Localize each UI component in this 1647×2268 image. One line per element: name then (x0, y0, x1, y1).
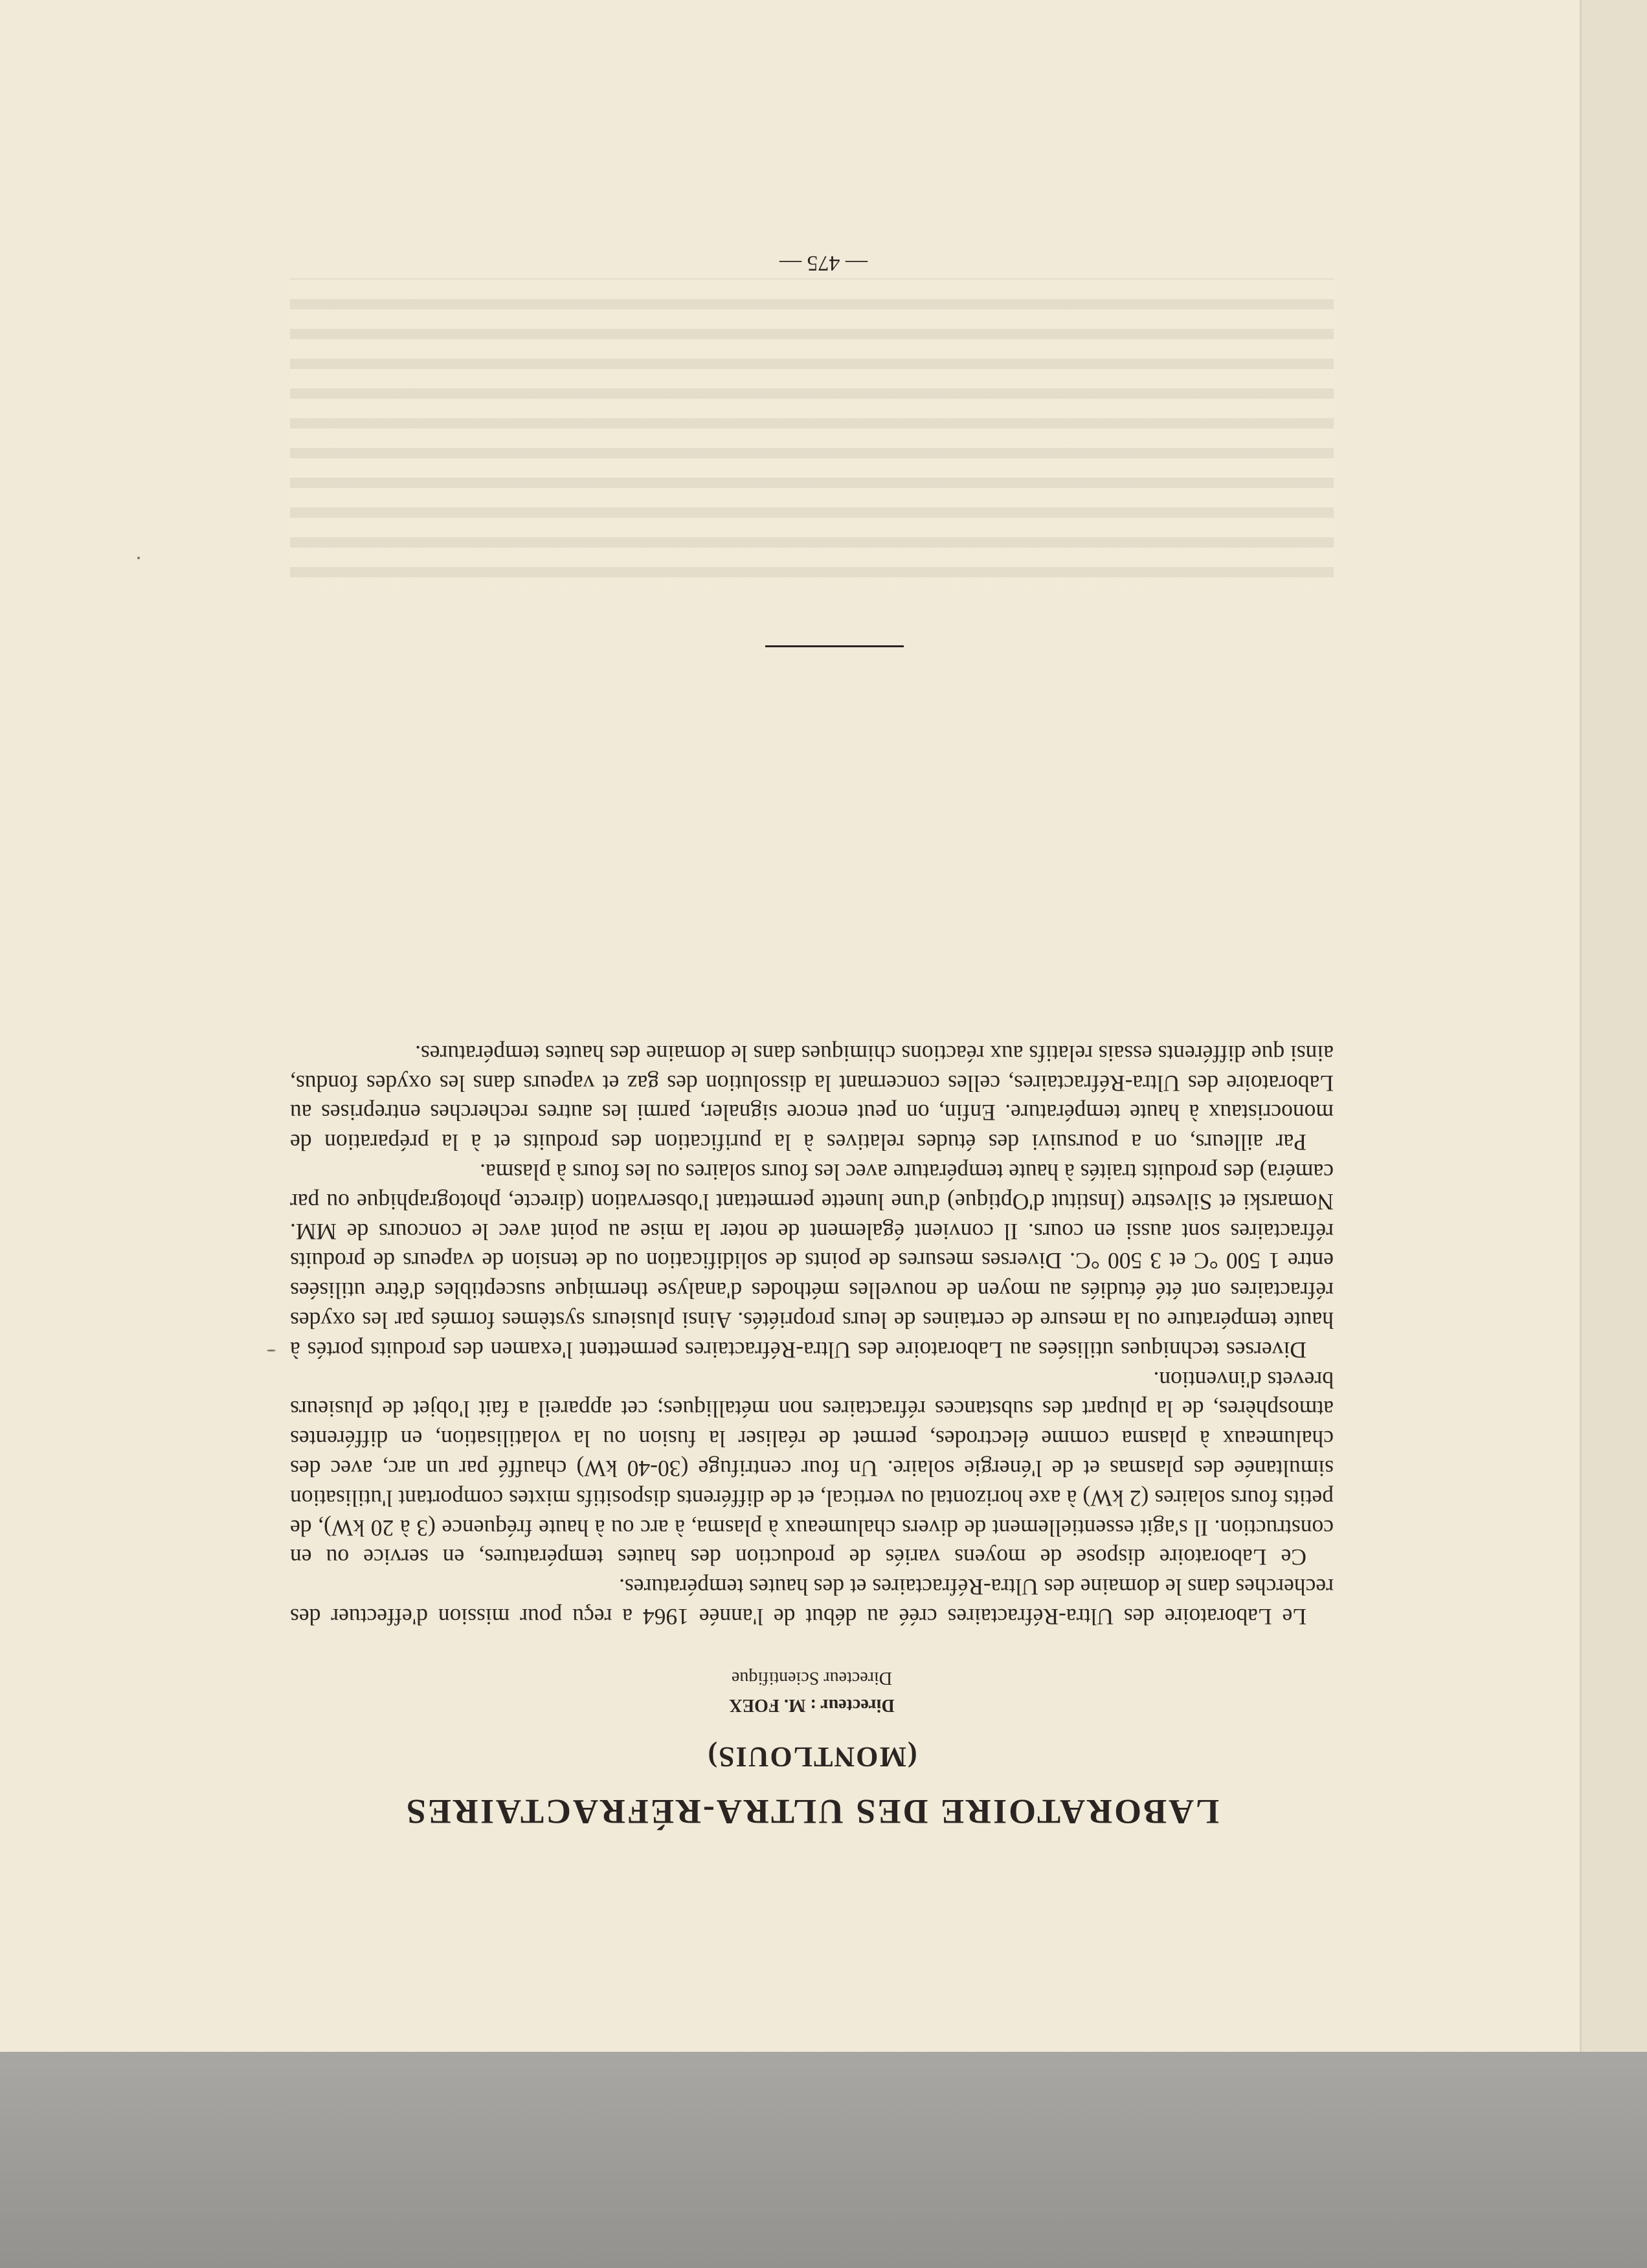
paragraph-3: Diverses techniques utilisées au Laboratoire des Ultra-Réfractaires permettent l'examen des produits portés à haute température ou la mesure de certaines de leurs propriétés. Ainsi plusieurs systèmes formés par les oxydes réfractaires ont été étudiés au moyen de nouvelles méthodes d'analyse thermique susceptibles d'être utilisées entre 1 500 °C et 3 500 °C. Diverses mesures de points de solidification ou de tension de vapeurs de produits réfractaires sont aussi en cours. Il convient également de noter la mise au point avec le concours de MM. Nomarski et Silvestre (Institut d'Optique) d'une lunette permettant l'observation (directe, photographique ou par caméra) des produits traités à haute température avec les fours solaires ou les fours à plasma. (290, 1159, 1334, 1363)
speck (267, 1350, 276, 1351)
director-line: Directeur : M. FOEX (729, 1695, 895, 1715)
section-rule (765, 645, 904, 647)
scanner-background (0, 2052, 1647, 2268)
document-subtitle: (MONTLOUIS) (706, 1741, 917, 1773)
page-number: — 475 — (779, 251, 868, 275)
bleed-through-text (290, 278, 1334, 589)
document-title: LABORATOIRE DES ULTRA-RÉFRACTAIRES (404, 1792, 1220, 1831)
paragraph-4: Par ailleurs, on a poursuivi des études relatives à la purification des produits et à la préparation de monocristaux à haute température. Enfin, on peut encore signaler, parmi les autres recherches entreprises au Laboratoire des Ultra-Réfractaires, celles concernant la dissolution des gaz et vapeurs dans les oxydes fondus, ainsi que différents essais relatifs aux réactions chimiques dans le domaine des hautes températures. (290, 1040, 1334, 1156)
director-role: Directeur Scientifique (732, 1668, 893, 1688)
paragraph-2: Ce Laboratoire dispose de moyens variés de production des hautes températures, en service ou en construction. Il s'agit essentiellement de divers chalumeaux à plasma, à arc ou à haute fréquence (3 à 20 kW), de petits fours solaires (2 kW) à axe horizontal ou vertical, et de différents dispositifs mixtes comportant l'utilisation simultanée des plasmas et de l'énergie solaire. Un four centrifuge (30-40 kW) chauffé par un arc, avec des chalumeaux à plasma comme électrodes, permet de réaliser la fusion ou la volatilisation, en différentes atmosphères, de la plupart des substances réfractaires non métalliques; cet appareil a fait l'objet de plusieurs brevets d'invention. (290, 1366, 1334, 1571)
paragraph-1: Le Laboratoire des Ultra-Réfractaires créé au début de l'année 1964 a reçu pour mission d'effectuer des recherches dans le domaine des Ultra-Réfractaires et des hautes températures. (290, 1574, 1334, 1630)
body-text (290, 1038, 1334, 1631)
speck (137, 557, 140, 559)
